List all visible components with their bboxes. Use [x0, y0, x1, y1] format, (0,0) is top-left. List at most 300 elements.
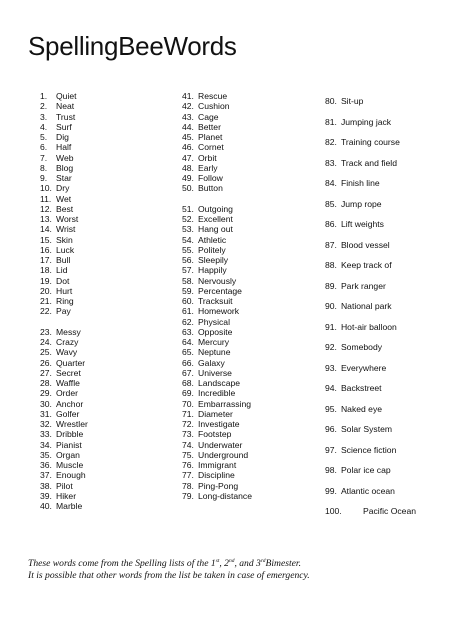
word-list-item: [182, 204, 322, 214]
word-number: 4.: [40, 121, 48, 132]
word-number: 11.: [40, 193, 52, 204]
word-list-item: [182, 399, 322, 409]
word-number: 17.: [40, 255, 52, 265]
word-list-item: [182, 481, 322, 491]
word-text: Sleepily: [198, 255, 229, 265]
page-title: SpellingBeeWords: [28, 31, 237, 61]
word-text: Follow: [198, 173, 223, 183]
word-number: 60.: [182, 296, 194, 306]
list-spacer: [40, 317, 180, 327]
word-list-item: [182, 276, 322, 286]
word-text: Naked eye: [340, 403, 383, 414]
word-list-item: [325, 276, 450, 297]
word-number: 23.: [40, 326, 52, 337]
word-number: 90.: [325, 301, 337, 311]
word-number: 36.: [40, 460, 52, 470]
word-text: Footstep: [198, 429, 232, 440]
word-text: Dribble: [56, 429, 84, 440]
word-list-item: [182, 450, 322, 460]
word-list-item: [325, 440, 450, 461]
word-text: Outgoing: [198, 203, 233, 214]
word-text: Marble: [56, 501, 83, 511]
word-text: Crazy: [56, 337, 79, 347]
word-number: 54.: [182, 234, 194, 245]
word-text: Dry: [56, 183, 70, 194]
word-list-item: [182, 122, 322, 132]
word-number: 85.: [325, 198, 337, 209]
word-list-item: [40, 163, 180, 173]
word-list-item: [182, 255, 322, 265]
word-number: 86.: [325, 219, 337, 229]
word-text: Sit-up: [340, 96, 364, 106]
word-list-item: [40, 204, 180, 214]
word-number: 62.: [182, 316, 194, 327]
word-list-item: [40, 399, 180, 409]
word-text: Order: [56, 388, 78, 399]
word-text: Excellent: [198, 214, 233, 224]
word-number: 75.: [182, 449, 194, 460]
word-list-item: [325, 378, 450, 399]
word-list-item: [182, 235, 322, 245]
word-text: Happily: [198, 265, 227, 276]
word-list-item: [40, 194, 180, 204]
word-number: 8.: [40, 162, 48, 173]
word-text: Somebody: [340, 342, 383, 352]
word-text: Bull: [56, 255, 71, 265]
word-text: Wavy: [56, 347, 78, 358]
word-text: Cage: [198, 111, 219, 122]
word-text: Pay: [56, 306, 71, 317]
word-number: 14.: [40, 224, 52, 235]
word-list-item: [40, 358, 180, 368]
word-list-item: [40, 327, 180, 337]
word-list-column-1: [40, 91, 180, 511]
word-number: 61.: [182, 306, 194, 317]
word-number: 81.: [325, 116, 337, 127]
word-text: Tracksuit: [198, 296, 233, 306]
word-list-item: [40, 440, 180, 450]
word-number: 13.: [40, 214, 52, 224]
word-text: Secret: [56, 367, 81, 378]
word-list-item: [325, 194, 450, 215]
word-number: 29.: [40, 388, 52, 399]
word-number: 92.: [325, 342, 337, 352]
word-number: 45.: [182, 132, 194, 142]
word-text: Neat: [56, 101, 75, 112]
word-number: 76.: [182, 460, 194, 470]
word-text: Golfer: [56, 408, 80, 419]
word-number: 67.: [182, 367, 194, 378]
word-text: Blog: [56, 162, 74, 173]
word-list-item: [325, 419, 450, 440]
word-list-item: [40, 183, 180, 193]
word-list-item: [325, 358, 450, 379]
word-number: 64.: [182, 337, 194, 347]
word-list-item: [325, 255, 450, 276]
word-list-item: [325, 112, 450, 133]
word-list-item: [40, 409, 180, 419]
word-list-item: [182, 224, 322, 234]
word-list-item: [325, 460, 450, 481]
word-list-item: [182, 470, 322, 480]
word-number: 98.: [325, 465, 337, 475]
word-text: Immigrant: [198, 460, 237, 470]
word-number: 89.: [325, 280, 337, 291]
word-list-item: [182, 409, 322, 419]
word-list-item: [182, 388, 322, 398]
word-number: 58.: [182, 275, 194, 286]
word-text: Button: [198, 183, 223, 194]
word-number: 74.: [182, 439, 194, 450]
word-list-item: [182, 317, 322, 327]
word-number: 27.: [40, 367, 52, 378]
word-number: 7.: [40, 152, 48, 163]
word-text: Web: [56, 152, 74, 163]
word-number: 34.: [40, 439, 52, 450]
word-number: 78.: [182, 480, 194, 491]
word-list-item: [182, 337, 322, 347]
word-text: Dot: [56, 275, 70, 286]
word-number: 38.: [40, 480, 52, 491]
word-text: Rescue: [198, 91, 228, 101]
word-number: 57.: [182, 265, 194, 276]
word-text: Diameter: [198, 408, 233, 419]
word-text: Landscape: [198, 378, 241, 388]
word-text: National park: [340, 301, 392, 311]
word-text: Finish line: [340, 178, 380, 188]
word-text: Galaxy: [198, 357, 225, 368]
word-number: 47.: [182, 152, 194, 163]
word-list-item: [182, 460, 322, 470]
word-text: Park ranger: [340, 280, 386, 291]
word-text: Hang out: [198, 224, 233, 235]
word-number: 94.: [325, 383, 337, 393]
word-number: 24.: [40, 337, 52, 347]
word-list-column-3: [325, 91, 450, 522]
word-list-item: [182, 173, 322, 183]
word-text: Training course: [340, 137, 400, 147]
word-list-item: [325, 337, 450, 358]
word-text: Early: [198, 162, 218, 173]
word-text: Mercury: [198, 337, 230, 347]
word-list-item: [40, 224, 180, 234]
word-number: 28.: [40, 378, 52, 388]
word-list-item: [325, 214, 450, 235]
word-list-item: [182, 296, 322, 306]
footer-line-2: It is possible that other words from the list be taken in case of emergency.: [28, 570, 310, 581]
word-number: 6.: [40, 142, 48, 153]
word-text: Planet: [198, 132, 223, 142]
word-text: Quiet: [56, 91, 77, 101]
word-number: 68.: [182, 378, 194, 388]
word-number: 5.: [40, 132, 48, 142]
word-number: 91.: [325, 321, 337, 332]
word-number: 97.: [325, 444, 337, 455]
word-number: 30.: [40, 398, 52, 409]
word-text: Lift weights: [340, 219, 384, 229]
word-list-item: [325, 235, 450, 256]
word-number: 22.: [40, 306, 52, 317]
word-number: 10.: [40, 183, 52, 194]
word-number: 71.: [182, 408, 194, 419]
word-list-item: [182, 358, 322, 368]
word-list-item: [40, 368, 180, 378]
word-number: 84.: [325, 178, 337, 188]
word-number: 18.: [40, 265, 52, 276]
word-text: Investigate: [198, 419, 240, 429]
word-number: 48.: [182, 162, 194, 173]
word-number: 49.: [182, 173, 194, 183]
word-number: 53.: [182, 224, 194, 235]
word-list-item: [182, 91, 322, 101]
word-number: 55.: [182, 244, 194, 255]
word-number: 80.: [325, 96, 337, 106]
word-list-item: [182, 286, 322, 296]
word-text: Track and field: [340, 157, 397, 168]
word-list-item: [325, 481, 450, 502]
word-number: 32.: [40, 419, 52, 429]
word-text: Homework: [198, 306, 240, 317]
word-text: Skin: [56, 234, 73, 245]
word-number: 93.: [325, 362, 337, 373]
word-text: Percentage: [198, 285, 242, 296]
word-list-item: [40, 245, 180, 255]
word-text: Dig: [56, 132, 69, 142]
word-number: 52.: [182, 214, 194, 224]
word-number: 88.: [325, 260, 337, 270]
word-number: 40.: [40, 501, 52, 511]
word-text: Hurt: [56, 285, 73, 296]
word-text: Athletic: [198, 234, 227, 245]
word-list-item: [182, 419, 322, 429]
word-list-item: [40, 214, 180, 224]
word-list-item: [325, 173, 450, 194]
word-number: 69.: [182, 388, 194, 399]
word-text: Discipline: [198, 470, 235, 481]
word-text: Nervously: [198, 275, 237, 286]
word-text: Worst: [56, 214, 79, 224]
word-number: 1.: [40, 91, 48, 101]
word-number: 87.: [325, 239, 337, 250]
word-text: Politely: [198, 244, 226, 255]
word-text: Long-distance: [198, 490, 252, 501]
word-text: Backstreet: [340, 383, 382, 393]
footer-note: [28, 558, 310, 582]
word-list-item: [40, 460, 180, 470]
word-number: 33.: [40, 429, 52, 440]
word-list-item: [40, 173, 180, 183]
word-list-item: [40, 101, 180, 111]
word-list-item: [40, 491, 180, 501]
word-text: Organ: [56, 449, 80, 460]
word-text: Pilot: [56, 480, 73, 491]
word-text: Star: [56, 173, 72, 183]
word-text: Muscle: [56, 460, 84, 470]
word-list-item: [40, 286, 180, 296]
word-text: Anchor: [56, 398, 84, 409]
word-list-item: [40, 112, 180, 122]
word-number: 3.: [40, 111, 48, 122]
word-text: Luck: [56, 244, 75, 255]
footer-line-1: These words come from the Spelling lists of the 1st, 2nd, and 3rdBimester.: [28, 557, 301, 569]
word-number: 99.: [325, 485, 337, 496]
word-list-item: [40, 276, 180, 286]
word-text: Hiker: [56, 490, 77, 501]
word-number: 20.: [40, 285, 52, 296]
word-text: Lid: [56, 265, 68, 276]
word-list-item: [40, 265, 180, 275]
word-list-item: [182, 306, 322, 316]
word-number: 19.: [40, 275, 52, 286]
word-list-item: [40, 337, 180, 347]
word-list-item: [40, 501, 180, 511]
word-text: Polar ice cap: [340, 465, 391, 475]
word-number: 50.: [182, 183, 194, 194]
word-number: 21.: [40, 296, 52, 306]
word-list-item: [182, 491, 322, 501]
word-number: 44.: [182, 121, 194, 132]
word-number: 39.: [40, 490, 52, 501]
word-list-item: [40, 378, 180, 388]
word-number: 82.: [325, 137, 337, 147]
word-list-item: [40, 296, 180, 306]
word-list-item: [325, 317, 450, 338]
word-list-item: [40, 255, 180, 265]
word-text: Everywhere: [340, 362, 387, 373]
word-number: 96.: [325, 424, 337, 434]
word-text: Jumping jack: [340, 116, 392, 127]
word-text: Universe: [198, 367, 232, 378]
word-text: Pacific Ocean: [363, 506, 417, 516]
word-list-item: [40, 481, 180, 491]
word-number: 2.: [40, 101, 48, 112]
word-list-item: [40, 132, 180, 142]
word-number: 15.: [40, 234, 52, 245]
word-text: Cushion: [198, 101, 230, 112]
word-text: Half: [56, 142, 72, 153]
word-list-item: [182, 327, 322, 337]
word-text: Hot-air balloon: [340, 321, 397, 332]
word-number: 25.: [40, 347, 52, 358]
word-text: Incredible: [198, 388, 236, 399]
word-number: 65.: [182, 347, 194, 358]
word-number: 63.: [182, 326, 194, 337]
word-text: Underwater: [198, 439, 243, 450]
word-list-item: [182, 245, 322, 255]
word-list-item: [182, 368, 322, 378]
word-text: Quarter: [56, 357, 86, 368]
word-list-item: [40, 419, 180, 429]
word-text: Underground: [198, 449, 249, 460]
word-list-item: [182, 101, 322, 111]
word-list-item: [182, 429, 322, 439]
word-text: Physical: [198, 316, 230, 327]
word-number: 26.: [40, 357, 52, 368]
word-list-item: [325, 296, 450, 317]
word-text: Enough: [56, 470, 86, 481]
word-text: Surf: [56, 121, 72, 132]
word-number: 35.: [40, 449, 52, 460]
word-number: 73.: [182, 429, 194, 440]
word-list-item: [182, 142, 322, 152]
word-number: 59.: [182, 285, 194, 296]
word-number: 100.: [325, 506, 342, 516]
word-text: Pianist: [56, 439, 82, 450]
word-list-item: [182, 112, 322, 122]
word-list-item: [325, 399, 450, 420]
word-list-item: [40, 306, 180, 316]
word-text: Jump rope: [340, 198, 382, 209]
word-text: Wrist: [56, 224, 76, 235]
word-number: 56.: [182, 255, 194, 265]
word-list-item: [325, 132, 450, 153]
word-list-item: [40, 142, 180, 152]
word-number: 37.: [40, 470, 52, 481]
word-list-item: [40, 470, 180, 480]
word-text: Cornet: [198, 142, 224, 153]
word-number: 42.: [182, 101, 194, 112]
word-list-item: [182, 347, 322, 357]
word-text: Best: [56, 203, 74, 214]
word-number: 70.: [182, 398, 194, 409]
word-text: Wet: [56, 193, 72, 204]
word-number: 41.: [182, 91, 194, 101]
word-list-item: [182, 265, 322, 275]
word-number: 16.: [40, 244, 52, 255]
word-number: 95.: [325, 403, 337, 414]
word-text: Messy: [56, 326, 81, 337]
word-list-item: [325, 501, 450, 522]
word-list-item: [182, 440, 322, 450]
word-text: Waffle: [56, 378, 80, 388]
word-number: 43.: [182, 111, 194, 122]
word-text: Blood vessel: [340, 239, 390, 250]
word-list-item: [40, 347, 180, 357]
word-list-item: [40, 91, 180, 101]
word-text: Atlantic ocean: [340, 485, 395, 496]
word-number: 51.: [182, 203, 194, 214]
word-list-item: [40, 450, 180, 460]
word-number: 66.: [182, 357, 194, 368]
word-number: 79.: [182, 490, 194, 501]
word-number: 83.: [325, 157, 337, 168]
word-list-item: [182, 214, 322, 224]
word-list-column-2: [182, 91, 322, 501]
word-text: Science fiction: [340, 444, 397, 455]
word-list-item: [182, 153, 322, 163]
word-list-item: [40, 122, 180, 132]
word-list-item: [182, 132, 322, 142]
word-number: 46.: [182, 142, 194, 153]
word-text: Wrestler: [56, 419, 88, 429]
word-list-item: [40, 153, 180, 163]
word-text: Ping-Pong: [198, 480, 239, 491]
word-list-item: [325, 153, 450, 174]
word-list-item: [40, 388, 180, 398]
word-number: 31.: [40, 408, 52, 419]
word-text: Neptune: [198, 347, 231, 358]
word-list-item: [182, 183, 322, 193]
word-text: Orbit: [198, 152, 217, 163]
word-number: 9.: [40, 173, 48, 183]
word-text: Solar System: [340, 424, 393, 434]
word-text: Better: [198, 121, 221, 132]
word-text: Opposite: [198, 326, 233, 337]
word-number: 77.: [182, 470, 194, 481]
word-number: 72.: [182, 419, 194, 429]
word-text: Embarrassing: [198, 398, 252, 409]
word-text: Trust: [56, 111, 76, 122]
